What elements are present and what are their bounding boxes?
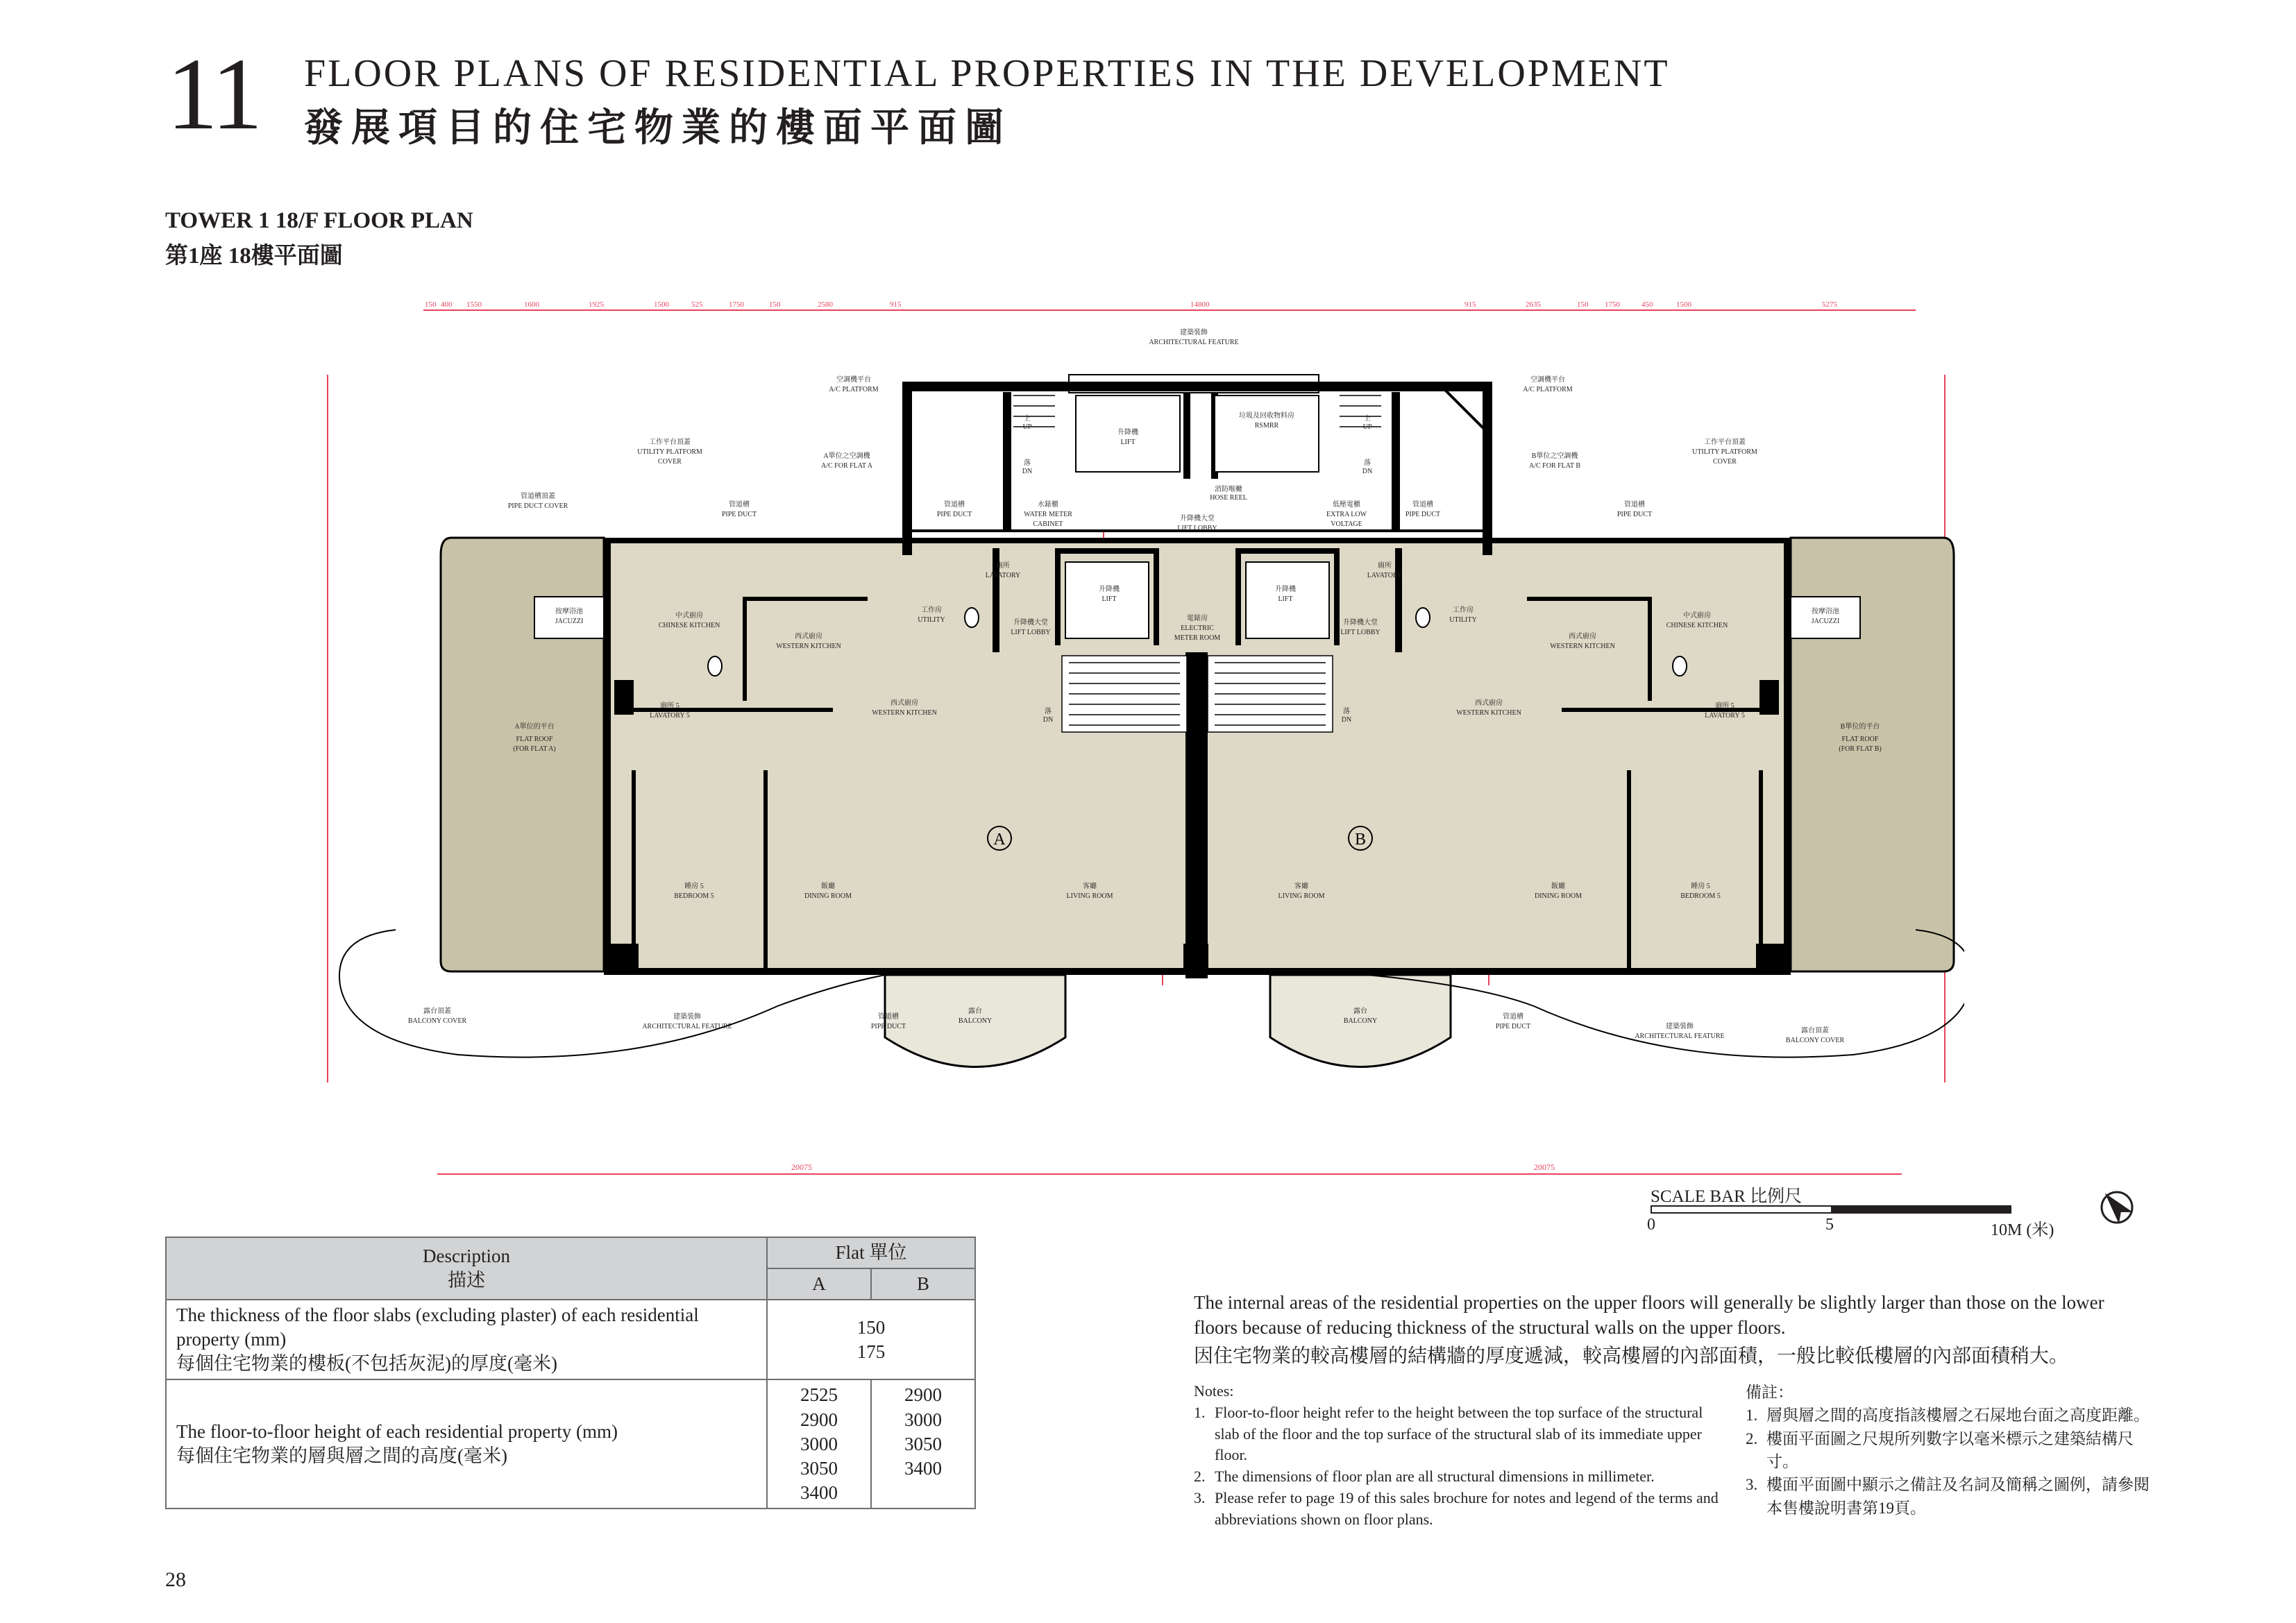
row1-value: 150 [856, 1316, 886, 1338]
svg-text:DINING ROOM: DINING ROOM [1534, 892, 1582, 900]
svg-text:HOSE REEL: HOSE REEL [1210, 494, 1247, 502]
scale-bar-label: SCALE BAR 比例尺 [1651, 1187, 1803, 1206]
note-item: 3. 樓面平面圖中顯示之備註及名詞及簡稱之圖例，請參閱本售樓說明書第19頁。 [1746, 1476, 2150, 1517]
svg-text:BALCONY: BALCONY [1343, 1017, 1378, 1025]
notes-zh [1746, 1381, 2162, 1520]
svg-text:DN: DN [1022, 468, 1033, 475]
svg-text:PIPE DUCT: PIPE DUCT [1495, 1023, 1531, 1030]
notes-en [1194, 1381, 1721, 1531]
svg-text:空調機平台: 空調機平台 [1530, 376, 1565, 384]
svg-text:PIPE DUCT: PIPE DUCT [1405, 511, 1441, 518]
svg-text:LIFT LOBBY: LIFT LOBBY [1011, 629, 1051, 636]
row1-desc-en: The thickness of the floor slabs (excluding plaster) of each residential property (mm) [176, 1305, 699, 1350]
svg-text:ARCHITECTURAL FEATURE: ARCHITECTURAL FEATURE [642, 1023, 732, 1030]
svg-text:FLAT ROOF: FLAT ROOF [516, 736, 553, 743]
svg-text:915: 915 [1464, 300, 1476, 309]
svg-text:升降機: 升降機 [1117, 429, 1138, 436]
svg-text:2635: 2635 [1526, 300, 1541, 309]
svg-text:A單位的平台: A單位的平台 [514, 723, 555, 731]
svg-text:LAVATORY: LAVATORY [1367, 572, 1403, 579]
svg-text:管道槽: 管道槽 [1624, 501, 1645, 509]
svg-text:落: 落 [1343, 708, 1350, 715]
svg-text:中式廚房: 中式廚房 [1683, 612, 1711, 620]
svg-text:建築裝飾: 建築裝飾 [673, 1013, 701, 1021]
row2-desc-zh: 每個住宅物業的層與層之間的高度(毫米) [176, 1445, 507, 1467]
svg-text:150: 150 [1577, 300, 1589, 309]
svg-text:CHINESE KITCHEN: CHINESE KITCHEN [1666, 622, 1728, 629]
svg-text:管道槽: 管道槽 [944, 501, 965, 509]
flat-header: Flat 單位 [767, 1237, 975, 1268]
desc-header [166, 1237, 767, 1300]
svg-text:B單位之空調機: B單位之空調機 [1531, 452, 1578, 460]
row2-value-a: 3400 [800, 1481, 838, 1503]
svg-text:廁所 5: 廁所 5 [1715, 702, 1734, 710]
row2-value-a: 3000 [800, 1433, 838, 1454]
svg-text:LAVATORY: LAVATORY [985, 572, 1021, 579]
svg-text:ARCHITECTURAL FEATURE: ARCHITECTURAL FEATURE [1635, 1033, 1725, 1040]
bottom-dimension-labels [791, 1162, 1555, 1172]
col-a-header: A [767, 1268, 871, 1300]
table-row [166, 1300, 975, 1379]
svg-text:PIPE DUCT COVER: PIPE DUCT COVER [507, 502, 568, 510]
svg-text:垃圾及回收物料房: 垃圾及回收物料房 [1239, 412, 1294, 420]
note-item: 1. 層與層之間的高度指該樓層之石屎地台面之高度距離。 [1746, 1407, 2150, 1425]
plan-title-zh: 第1座 18樓平面圖 [165, 244, 343, 269]
note-item: 1. Floor-to-floor height refer to the height between the top surface of the structural slab of the floor and the top surface of the structural slab of its immediate upper floor. [1194, 1403, 1703, 1464]
svg-text:VOLTAGE: VOLTAGE [1331, 520, 1362, 528]
svg-text:睡房 5: 睡房 5 [684, 883, 704, 890]
scale-tick-5: 5 [1825, 1216, 1834, 1234]
svg-text:150: 150 [769, 300, 781, 309]
svg-text:中式廚房: 中式廚房 [675, 612, 703, 620]
intro-text-zh: 因住宅物業的較高樓層的結構牆的厚度遞減，較高樓層的內部面積，一般比較低樓層的內部面積稍大。 [1194, 1345, 2069, 1367]
svg-text:BEDROOM 5: BEDROOM 5 [1680, 892, 1721, 900]
svg-text:消防喉轆: 消防喉轆 [1215, 486, 1242, 493]
note-item: 2. 樓面平面圖之尺規所列數字以毫米標示之建築結構尺寸。 [1746, 1429, 2134, 1471]
svg-text:PIPE DUCT: PIPE DUCT [936, 511, 972, 518]
svg-text:西式廚房: 西式廚房 [1569, 633, 1596, 640]
svg-text:LIFT: LIFT [1278, 595, 1293, 603]
svg-text:FLAT ROOF: FLAT ROOF [1841, 736, 1879, 743]
svg-text:西式廚房: 西式廚房 [795, 633, 822, 640]
svg-text:PIPE DUCT: PIPE DUCT [1617, 511, 1653, 518]
note-item: 3. Please refer to page 19 of this sales brochure for notes and legend of the terms and abbreviations shown on floor plans. [1194, 1488, 1719, 1528]
svg-text:COVER: COVER [1713, 458, 1737, 466]
svg-text:BALCONY COVER: BALCONY COVER [1785, 1037, 1845, 1044]
svg-text:A/C FOR FLAT A: A/C FOR FLAT A [820, 462, 873, 470]
svg-text:UTILITY: UTILITY [1449, 616, 1477, 624]
svg-text:METER ROOM: METER ROOM [1174, 634, 1221, 642]
col-b-header: B [871, 1268, 975, 1300]
svg-text:CHINESE KITCHEN: CHINESE KITCHEN [658, 622, 720, 629]
svg-text:管道槽: 管道槽 [1503, 1013, 1523, 1021]
svg-text:150: 150 [425, 300, 437, 309]
table-row [166, 1379, 975, 1508]
svg-text:工作房: 工作房 [921, 606, 942, 614]
row2-value-b: 2900 [904, 1384, 942, 1406]
svg-text:UP: UP [1362, 423, 1372, 431]
row1-desc [166, 1300, 767, 1379]
svg-text:按摩浴池: 按摩浴池 [555, 608, 583, 615]
svg-text:LIFT: LIFT [1120, 439, 1136, 446]
svg-text:管道槽: 管道槽 [878, 1013, 899, 1021]
svg-text:ELECTRIC: ELECTRIC [1181, 624, 1214, 632]
svg-text:低壓電櫃: 低壓電櫃 [1333, 501, 1360, 509]
svg-text:廁所: 廁所 [1378, 562, 1392, 570]
row2-desc [166, 1379, 767, 1508]
svg-text:B單位的平台: B單位的平台 [1840, 723, 1880, 731]
svg-text:工作平台頂蓋: 工作平台頂蓋 [649, 439, 691, 446]
svg-text:落: 落 [1045, 708, 1052, 715]
svg-text:450: 450 [1641, 300, 1653, 309]
svg-text:1925: 1925 [589, 300, 604, 309]
north-arrow-icon [2093, 1183, 2141, 1232]
svg-text:廁所: 廁所 [996, 562, 1010, 570]
svg-text:露台頂蓋: 露台頂蓋 [423, 1008, 451, 1015]
svg-text:915: 915 [890, 300, 902, 309]
svg-text:升降機大堂: 升降機大堂 [1343, 619, 1378, 627]
svg-text:DN: DN [1043, 716, 1054, 724]
svg-text:落: 落 [1364, 459, 1371, 467]
svg-text:JACUZZI: JACUZZI [555, 618, 584, 625]
svg-text:露台: 露台 [1353, 1008, 1367, 1015]
row2-value-b: 3400 [904, 1457, 942, 1479]
row1-desc-zh: 每個住宅物業的樓板(不包括灰泥)的厚度(毫米) [176, 1353, 557, 1375]
svg-text:ARCHITECTURAL FEATURE: ARCHITECTURAL FEATURE [1149, 339, 1239, 346]
svg-text:EXTRA LOW: EXTRA LOW [1326, 511, 1367, 518]
svg-text:工作房: 工作房 [1453, 606, 1474, 614]
spec-table [165, 1237, 976, 1509]
svg-text:DN: DN [1362, 468, 1373, 475]
row2-values-a [767, 1379, 871, 1508]
svg-text:UTILITY: UTILITY [918, 616, 945, 624]
scale-tick-0: 0 [1647, 1216, 1655, 1234]
svg-text:1500: 1500 [654, 300, 669, 309]
svg-text:建築裝飾: 建築裝飾 [1666, 1023, 1694, 1030]
svg-text:工作平台頂蓋: 工作平台頂蓋 [1704, 439, 1746, 446]
svg-text:14800: 14800 [1190, 300, 1210, 309]
svg-text:LIFT LOBBY: LIFT LOBBY [1177, 525, 1217, 532]
svg-text:20075: 20075 [791, 1162, 812, 1172]
row1-values [767, 1300, 975, 1379]
svg-text:電錶房: 電錶房 [1187, 615, 1208, 622]
svg-text:PIPE DUCT: PIPE DUCT [870, 1023, 906, 1030]
svg-text:A/C PLATFORM: A/C PLATFORM [829, 386, 879, 393]
svg-text:525: 525 [691, 300, 703, 309]
svg-text:UP: UP [1022, 423, 1032, 431]
row2-values-b [871, 1379, 975, 1508]
row2-value-a: 2525 [800, 1384, 838, 1406]
svg-text:空調機平台: 空調機平台 [836, 376, 871, 384]
section-title-en: FLOOR PLANS OF RESIDENTIAL PROPERTIES IN THE DEVELOPMENT [304, 52, 1670, 95]
svg-text:BALCONY: BALCONY [958, 1017, 993, 1025]
svg-text:LIVING ROOM: LIVING ROOM [1066, 892, 1113, 900]
plan-title-en: TOWER 1 18/F FLOOR PLAN [165, 208, 473, 233]
svg-text:LAVATORY 5: LAVATORY 5 [650, 712, 690, 720]
svg-text:1750: 1750 [729, 300, 744, 309]
scale-tick-10: 10M (米) [1991, 1221, 2054, 1239]
svg-text:LIFT LOBBY: LIFT LOBBY [1340, 629, 1381, 636]
scale-bar [1651, 1205, 2011, 1214]
svg-text:客廳: 客廳 [1294, 883, 1308, 890]
notes-en-heading: Notes: [1194, 1382, 1234, 1400]
svg-text:露台頂蓋: 露台頂蓋 [1801, 1027, 1829, 1035]
svg-text:上: 上 [1024, 415, 1031, 423]
svg-text:WATER METER: WATER METER [1024, 511, 1072, 518]
svg-text:JACUZZI: JACUZZI [1811, 618, 1840, 625]
intro-text-en: The internal areas of the residential properties on the upper floors will generally be slightly larger than those on the lower floors because of reducing thickness of the structural walls on the upper floors. [1194, 1292, 2104, 1338]
note-item: 2. The dimensions of floor plan are all structural dimensions in millimeter. [1194, 1468, 1655, 1486]
svg-text:升降機大堂: 升降機大堂 [1180, 515, 1215, 522]
svg-text:廁所 5: 廁所 5 [660, 702, 679, 710]
svg-text:1500: 1500 [1676, 300, 1691, 309]
svg-text:管道槽頂蓋: 管道槽頂蓋 [521, 493, 555, 500]
svg-text:BALCONY COVER: BALCONY COVER [407, 1017, 467, 1025]
svg-text:管道槽: 管道槽 [729, 501, 750, 509]
svg-text:20075: 20075 [1534, 1162, 1555, 1172]
svg-text:客廳: 客廳 [1083, 883, 1097, 890]
svg-text:1600: 1600 [524, 300, 539, 309]
svg-text:5275: 5275 [1822, 300, 1837, 309]
svg-text:A單位之空調機: A單位之空調機 [823, 452, 870, 460]
row2-value-a: 3050 [800, 1457, 838, 1479]
svg-text:按摩浴池: 按摩浴池 [1812, 608, 1839, 615]
svg-text:1750: 1750 [1605, 300, 1620, 309]
svg-text:睡房 5: 睡房 5 [1691, 883, 1710, 890]
floor-plan [305, 291, 1964, 1207]
top-dimension-labels [425, 300, 1838, 309]
svg-text:400: 400 [441, 300, 453, 309]
row1-value: 175 [856, 1341, 886, 1362]
svg-text:(FOR FLAT A): (FOR FLAT A) [513, 745, 556, 753]
notes-zh-heading: 備註： [1746, 1384, 1793, 1401]
svg-text:DN: DN [1341, 716, 1352, 724]
svg-text:西式廚房: 西式廚房 [890, 699, 918, 707]
svg-text:BEDROOM 5: BEDROOM 5 [674, 892, 714, 900]
svg-text:落: 落 [1024, 459, 1031, 467]
svg-text:1550: 1550 [466, 300, 482, 309]
svg-text:(FOR FLAT B): (FOR FLAT B) [1839, 745, 1882, 753]
svg-text:上: 上 [1364, 415, 1371, 423]
svg-text:CABINET: CABINET [1033, 520, 1063, 528]
svg-text:水錶櫃: 水錶櫃 [1038, 501, 1058, 509]
svg-text:LIVING ROOM: LIVING ROOM [1278, 892, 1325, 900]
svg-text:飯廳: 飯廳 [1551, 883, 1565, 890]
page-number: 28 [165, 1568, 186, 1591]
row2-value-b: 3000 [904, 1409, 942, 1430]
desc-header-en: Description [423, 1246, 510, 1266]
svg-text:升降機大堂: 升降機大堂 [1013, 619, 1048, 627]
svg-text:LAVATORY 5: LAVATORY 5 [1705, 712, 1745, 720]
svg-text:WESTERN KITCHEN: WESTERN KITCHEN [1550, 643, 1615, 650]
svg-text:飯廳: 飯廳 [821, 883, 835, 890]
flat-label-b-text: B [1354, 831, 1367, 849]
flat-label-a-text: A [993, 831, 1006, 849]
svg-text:WESTERN KITCHEN: WESTERN KITCHEN [872, 709, 937, 717]
svg-text:管道槽: 管道槽 [1412, 501, 1433, 509]
svg-text:升降機: 升降機 [1275, 586, 1296, 593]
row2-value-b: 3050 [904, 1433, 942, 1454]
section-number: 11 [167, 37, 260, 151]
svg-text:WESTERN KITCHEN: WESTERN KITCHEN [776, 643, 841, 650]
svg-text:DINING ROOM: DINING ROOM [804, 892, 852, 900]
svg-text:PIPE DUCT: PIPE DUCT [721, 511, 757, 518]
svg-text:建築裝飾: 建築裝飾 [1180, 329, 1208, 337]
svg-text:COVER: COVER [658, 458, 682, 466]
svg-text:UTILITY PLATFORM: UTILITY PLATFORM [1692, 448, 1757, 456]
row2-desc-en: The floor-to-floor height of each residential property (mm) [176, 1421, 618, 1443]
svg-text:露台: 露台 [968, 1008, 982, 1015]
svg-text:RSMRR: RSMRR [1254, 422, 1279, 430]
svg-text:A/C FOR FLAT B: A/C FOR FLAT B [1528, 462, 1581, 470]
svg-text:西式廚房: 西式廚房 [1475, 699, 1503, 707]
svg-text:升降機: 升降機 [1099, 586, 1120, 593]
desc-header-zh: 描述 [448, 1270, 485, 1291]
svg-text:WESTERN KITCHEN: WESTERN KITCHEN [1456, 709, 1521, 717]
svg-text:2580: 2580 [818, 300, 833, 309]
svg-text:UTILITY PLATFORM: UTILITY PLATFORM [637, 448, 702, 456]
row2-value-a: 2900 [800, 1409, 838, 1430]
section-title-zh: 發展項目的住宅物業的樓面平面圖 [304, 107, 1012, 150]
svg-text:A/C PLATFORM: A/C PLATFORM [1523, 386, 1573, 393]
svg-text:LIFT: LIFT [1101, 595, 1117, 603]
